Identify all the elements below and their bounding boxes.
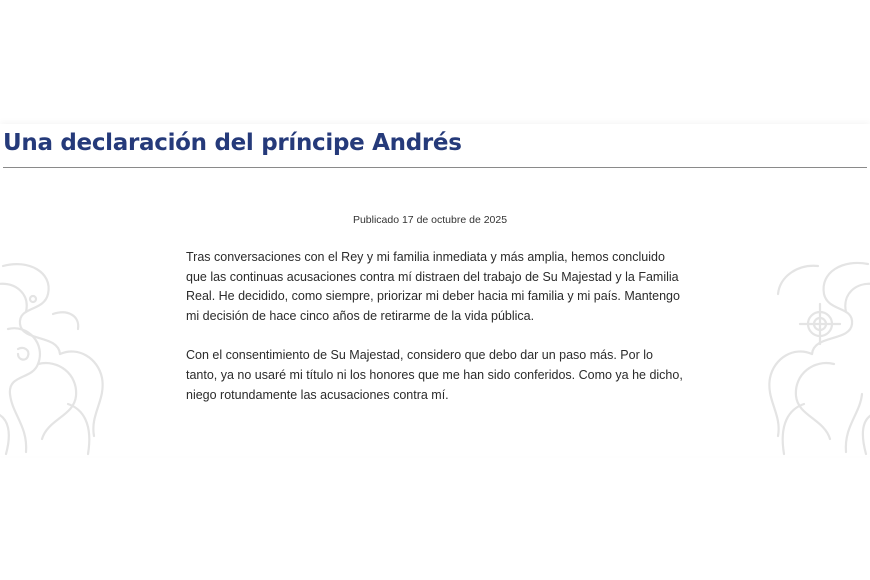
publication-date: Publicado 17 de octubre de 2025 xyxy=(352,214,508,226)
title-bar xyxy=(3,124,867,168)
statement-article xyxy=(186,214,686,425)
statement-paragraph: Con el consentimiento de Su Majestad, considero que debo dar un paso más. Por lo tanto, ya no usaré mi título ni los honores que me han sido conferidos. Como ya he dicho, niego rotundamente las acusaciones contra mí. xyxy=(186,348,683,402)
content-section xyxy=(0,124,870,456)
statement-paragraph: Tras conversaciones con el Rey y mi familia inmediata y más amplia, hemos concluido que las continuas acusaciones contra mí distraen del trabajo de Su Majestad y la Familia Real. He decidido, como siempre, priorizar mi deber hacia mi familia y mi país. Mantengo mi decisión de hace cinco años de retirarme de la vida pública. xyxy=(186,250,680,323)
heraldic-lion-icon xyxy=(0,254,113,456)
page-title: Una declaración del príncipe Andrés xyxy=(3,130,462,156)
heraldic-unicorn-icon xyxy=(758,254,870,456)
